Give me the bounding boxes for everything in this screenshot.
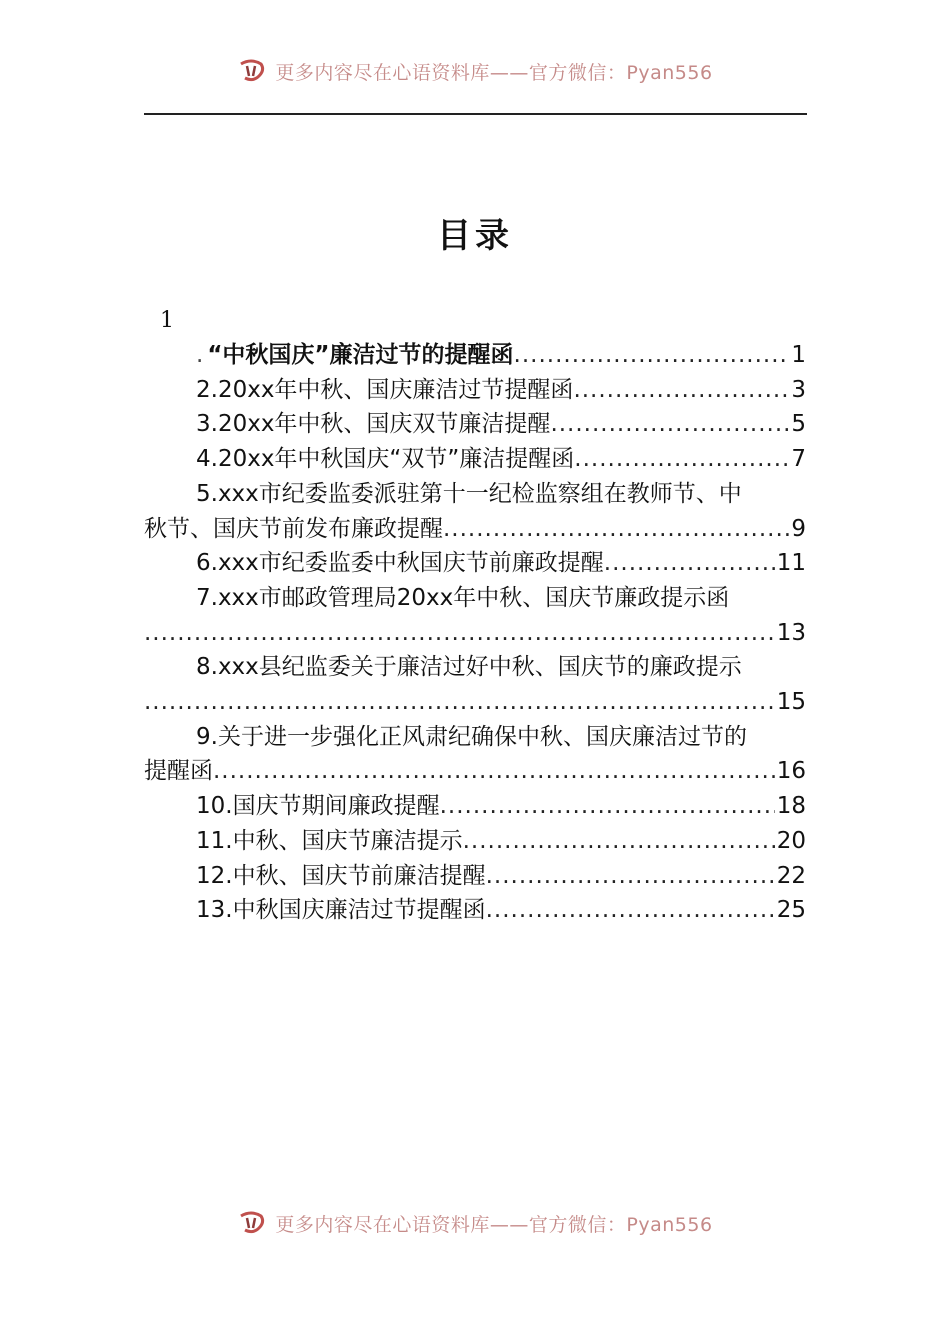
toc-entry[interactable] bbox=[144, 442, 806, 477]
toc-entry-prefix: . bbox=[196, 342, 204, 368]
toc-page-number: 15 bbox=[776, 689, 806, 716]
toc-entry-title-line1: 7.xxx市邮政管理局20xx年中秋、国庆节廉政提示函 bbox=[196, 584, 730, 611]
header-rule bbox=[144, 113, 807, 115]
toc-leader bbox=[486, 859, 775, 894]
toc-leader bbox=[550, 407, 789, 442]
page-footer-watermark bbox=[0, 1208, 950, 1238]
toc-page-number: 16 bbox=[776, 758, 806, 785]
list-marker: 1 bbox=[160, 308, 174, 333]
toc-page-number: 5 bbox=[791, 411, 806, 438]
toc-entry[interactable] bbox=[144, 893, 806, 928]
toc-entry-title: 4.20xx年中秋国庆“双节”廉洁提醒函 bbox=[196, 446, 575, 473]
toc-entry[interactable] bbox=[144, 720, 806, 789]
toc-entry[interactable] bbox=[144, 338, 806, 373]
toc-page-number: 7 bbox=[791, 446, 806, 473]
toc-leader bbox=[514, 338, 790, 373]
toc-leader bbox=[440, 789, 775, 824]
toc-entry-title: 10.国庆节期间廉政提醒 bbox=[196, 793, 440, 820]
toc-page-number: 18 bbox=[776, 793, 806, 820]
toc-leader bbox=[604, 546, 775, 581]
toc-entry[interactable] bbox=[144, 650, 806, 719]
toc-leader bbox=[463, 824, 775, 859]
toc-entry-title: 11.中秋、国庆节廉洁提示 bbox=[196, 827, 463, 854]
page-title: 目录 bbox=[437, 216, 513, 256]
toc-entry-title: 3.20xx年中秋、国庆双节廉洁提醒 bbox=[196, 411, 551, 438]
logo-icon bbox=[237, 58, 267, 84]
toc-page-number: 13 bbox=[776, 619, 806, 646]
toc-entry-title: 2.20xx年中秋、国庆廉洁过节提醒函 bbox=[196, 376, 574, 403]
toc-leader bbox=[213, 754, 775, 789]
toc-page-number: 9 bbox=[791, 515, 806, 542]
toc-entry-title-line1: 5.xxx市纪委监委派驻第十一纪检监察组在教师节、中 bbox=[196, 480, 742, 507]
toc-page-number: 11 bbox=[776, 550, 806, 577]
toc-entry[interactable] bbox=[144, 407, 806, 442]
toc-leader bbox=[144, 616, 775, 651]
toc-entry[interactable] bbox=[144, 373, 806, 408]
page-header-watermark bbox=[0, 56, 950, 86]
toc-entry-title: 6.xxx市纪委监委中秋国庆节前廉政提醒 bbox=[196, 550, 604, 577]
toc-page-number: 25 bbox=[776, 897, 806, 924]
watermark-text: 更多内容尽在心语资料库——官方微信：Pyan556 bbox=[275, 1213, 713, 1236]
watermark-text: 更多内容尽在心语资料库——官方微信：Pyan556 bbox=[275, 61, 713, 84]
toc-entry-title-line2: 秋节、国庆节前发布廉政提醒 bbox=[144, 515, 443, 542]
toc-entry[interactable] bbox=[144, 581, 806, 650]
logo-icon bbox=[237, 1210, 267, 1236]
toc-page-number: 3 bbox=[791, 376, 806, 403]
toc-entry[interactable] bbox=[144, 859, 806, 894]
toc-entry[interactable] bbox=[144, 824, 806, 859]
toc-leader bbox=[443, 512, 789, 547]
toc-leader bbox=[574, 442, 789, 477]
toc-entry-title-line1: 8.xxx县纪监委关于廉洁过好中秋、国庆节的廉政提示 bbox=[196, 654, 742, 681]
toc-entry[interactable] bbox=[144, 546, 806, 581]
toc-entry-title: “中秋国庆”廉洁过节的提醒函 bbox=[207, 342, 514, 368]
toc-entry[interactable] bbox=[144, 789, 806, 824]
table-of-contents bbox=[144, 338, 806, 928]
toc-entry-title: 12.中秋、国庆节前廉洁提醒 bbox=[196, 862, 486, 889]
toc-leader bbox=[573, 373, 789, 408]
toc-entry-title: 13.中秋国庆廉洁过节提醒函 bbox=[196, 897, 486, 924]
toc-page-number: 22 bbox=[776, 862, 806, 889]
toc-page-number: 20 bbox=[776, 827, 806, 854]
toc-entry-title-line1: 9.关于进一步强化正风肃纪确保中秋、国庆廉洁过节的 bbox=[196, 723, 747, 750]
toc-entry-title-line2: 提醒函 bbox=[144, 758, 213, 785]
toc-leader bbox=[486, 893, 775, 928]
toc-entry[interactable] bbox=[144, 477, 806, 546]
toc-leader bbox=[144, 685, 775, 720]
toc-page-number: 1 bbox=[791, 342, 806, 368]
